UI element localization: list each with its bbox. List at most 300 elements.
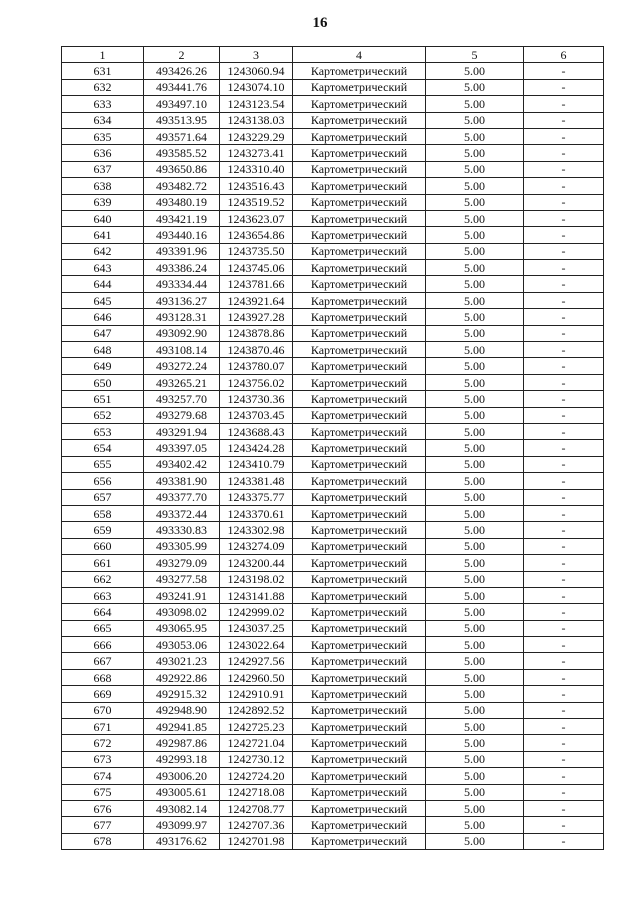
note-cell: - — [524, 194, 604, 210]
method-cell: Картометрический — [293, 96, 426, 112]
y-coordinate-cell: 1243735.50 — [220, 243, 293, 259]
note-cell: - — [524, 358, 604, 374]
method-cell: Картометрический — [293, 276, 426, 292]
accuracy-cell: 5.00 — [426, 276, 524, 292]
note-cell: - — [524, 161, 604, 177]
table-row — [62, 292, 604, 308]
method-cell: Картометрический — [293, 538, 426, 554]
y-coordinate-cell: 1243060.94 — [220, 63, 293, 79]
method-cell: Картометрический — [293, 210, 426, 226]
method-cell: Картометрический — [293, 145, 426, 161]
note-cell: - — [524, 243, 604, 259]
table-row — [62, 112, 604, 128]
point-number-cell: 673 — [62, 751, 144, 767]
y-coordinate-cell: 1243375.77 — [220, 489, 293, 505]
y-coordinate-cell: 1242892.52 — [220, 702, 293, 718]
point-number-cell: 643 — [62, 260, 144, 276]
accuracy-cell: 5.00 — [426, 505, 524, 521]
note-cell: - — [524, 587, 604, 603]
method-cell: Картометрический — [293, 440, 426, 456]
point-number-cell: 670 — [62, 702, 144, 718]
point-number-cell: 653 — [62, 423, 144, 439]
table-row — [62, 587, 604, 603]
point-number-cell: 642 — [62, 243, 144, 259]
point-number-cell: 662 — [62, 571, 144, 587]
column-header-2: 2 — [144, 47, 220, 63]
table-row — [62, 63, 604, 79]
table-row — [62, 423, 604, 439]
method-cell: Картометрический — [293, 637, 426, 653]
table-row — [62, 800, 604, 816]
accuracy-cell: 5.00 — [426, 63, 524, 79]
point-number-cell: 660 — [62, 538, 144, 554]
x-coordinate-cell: 493092.90 — [144, 325, 220, 341]
coordinates-table — [61, 46, 604, 850]
accuracy-cell: 5.00 — [426, 423, 524, 439]
note-cell: - — [524, 653, 604, 669]
x-coordinate-cell: 493005.61 — [144, 784, 220, 800]
x-coordinate-cell: 493265.21 — [144, 374, 220, 390]
y-coordinate-cell: 1243623.07 — [220, 210, 293, 226]
method-cell: Картометрический — [293, 391, 426, 407]
method-cell: Картометрический — [293, 358, 426, 374]
x-coordinate-cell: 493053.06 — [144, 637, 220, 653]
table-body — [62, 63, 604, 850]
note-cell: - — [524, 292, 604, 308]
table-row — [62, 161, 604, 177]
x-coordinate-cell: 493021.23 — [144, 653, 220, 669]
accuracy-cell: 5.00 — [426, 538, 524, 554]
method-cell: Картометрический — [293, 128, 426, 144]
accuracy-cell: 5.00 — [426, 194, 524, 210]
point-number-cell: 667 — [62, 653, 144, 669]
point-number-cell: 647 — [62, 325, 144, 341]
x-coordinate-cell: 493334.44 — [144, 276, 220, 292]
table-row — [62, 407, 604, 423]
y-coordinate-cell: 1242721.04 — [220, 735, 293, 751]
x-coordinate-cell: 493065.95 — [144, 620, 220, 636]
point-number-cell: 677 — [62, 817, 144, 833]
y-coordinate-cell: 1242708.77 — [220, 800, 293, 816]
accuracy-cell: 5.00 — [426, 391, 524, 407]
y-coordinate-cell: 1243703.45 — [220, 407, 293, 423]
x-coordinate-cell: 493136.27 — [144, 292, 220, 308]
point-number-cell: 646 — [62, 309, 144, 325]
accuracy-cell: 5.00 — [426, 735, 524, 751]
point-number-cell: 633 — [62, 96, 144, 112]
x-coordinate-cell: 493381.90 — [144, 473, 220, 489]
note-cell: - — [524, 128, 604, 144]
table-row — [62, 79, 604, 95]
x-coordinate-cell: 493372.44 — [144, 505, 220, 521]
x-coordinate-cell: 492941.85 — [144, 719, 220, 735]
table-row — [62, 768, 604, 784]
method-cell: Картометрический — [293, 407, 426, 423]
table-row — [62, 358, 604, 374]
point-number-cell: 637 — [62, 161, 144, 177]
x-coordinate-cell: 493391.96 — [144, 243, 220, 259]
point-number-cell: 632 — [62, 79, 144, 95]
table-row — [62, 178, 604, 194]
method-cell: Картометрический — [293, 161, 426, 177]
method-cell: Картометрический — [293, 292, 426, 308]
accuracy-cell: 5.00 — [426, 227, 524, 243]
point-number-cell: 635 — [62, 128, 144, 144]
table-row — [62, 309, 604, 325]
note-cell: - — [524, 210, 604, 226]
note-cell: - — [524, 571, 604, 587]
point-number-cell: 656 — [62, 473, 144, 489]
accuracy-cell: 5.00 — [426, 210, 524, 226]
x-coordinate-cell: 493241.91 — [144, 587, 220, 603]
accuracy-cell: 5.00 — [426, 145, 524, 161]
column-header-3: 3 — [220, 47, 293, 63]
point-number-cell: 664 — [62, 604, 144, 620]
point-number-cell: 638 — [62, 178, 144, 194]
method-cell: Картометрический — [293, 653, 426, 669]
accuracy-cell: 5.00 — [426, 571, 524, 587]
method-cell: Картометрический — [293, 571, 426, 587]
x-coordinate-cell: 493397.05 — [144, 440, 220, 456]
point-number-cell: 666 — [62, 637, 144, 653]
note-cell: - — [524, 505, 604, 521]
x-coordinate-cell: 493279.68 — [144, 407, 220, 423]
table-row — [62, 784, 604, 800]
accuracy-cell: 5.00 — [426, 669, 524, 685]
x-coordinate-cell: 493402.42 — [144, 456, 220, 472]
point-number-cell: 655 — [62, 456, 144, 472]
accuracy-cell: 5.00 — [426, 555, 524, 571]
method-cell: Картометрический — [293, 423, 426, 439]
accuracy-cell: 5.00 — [426, 784, 524, 800]
accuracy-cell: 5.00 — [426, 473, 524, 489]
method-cell: Картометрический — [293, 489, 426, 505]
method-cell: Картометрический — [293, 309, 426, 325]
x-coordinate-cell: 493386.24 — [144, 260, 220, 276]
x-coordinate-cell: 493330.83 — [144, 522, 220, 538]
method-cell: Картометрический — [293, 342, 426, 358]
x-coordinate-cell: 493377.70 — [144, 489, 220, 505]
method-cell: Картометрический — [293, 735, 426, 751]
x-coordinate-cell: 493305.99 — [144, 538, 220, 554]
note-cell: - — [524, 817, 604, 833]
method-cell: Картометрический — [293, 817, 426, 833]
x-coordinate-cell: 493426.26 — [144, 63, 220, 79]
table-row — [62, 276, 604, 292]
table-row — [62, 374, 604, 390]
y-coordinate-cell: 1242718.08 — [220, 784, 293, 800]
x-coordinate-cell: 492915.32 — [144, 686, 220, 702]
y-coordinate-cell: 1243756.02 — [220, 374, 293, 390]
point-number-cell: 634 — [62, 112, 144, 128]
point-number-cell: 654 — [62, 440, 144, 456]
point-number-cell: 641 — [62, 227, 144, 243]
column-header-6: 6 — [524, 47, 604, 63]
note-cell: - — [524, 522, 604, 538]
point-number-cell: 644 — [62, 276, 144, 292]
method-cell: Картометрический — [293, 243, 426, 259]
x-coordinate-cell: 493571.64 — [144, 128, 220, 144]
method-cell: Картометрический — [293, 374, 426, 390]
y-coordinate-cell: 1243138.03 — [220, 112, 293, 128]
column-header-5: 5 — [426, 47, 524, 63]
y-coordinate-cell: 1243381.48 — [220, 473, 293, 489]
x-coordinate-cell: 493513.95 — [144, 112, 220, 128]
y-coordinate-cell: 1243654.86 — [220, 227, 293, 243]
note-cell: - — [524, 686, 604, 702]
table-row — [62, 555, 604, 571]
note-cell: - — [524, 63, 604, 79]
table-row — [62, 96, 604, 112]
y-coordinate-cell: 1242960.50 — [220, 669, 293, 685]
x-coordinate-cell: 493291.94 — [144, 423, 220, 439]
table-row — [62, 210, 604, 226]
note-cell: - — [524, 768, 604, 784]
method-cell: Картометрический — [293, 63, 426, 79]
x-coordinate-cell: 493440.16 — [144, 227, 220, 243]
method-cell: Картометрический — [293, 325, 426, 341]
y-coordinate-cell: 1243730.36 — [220, 391, 293, 407]
method-cell: Картометрический — [293, 194, 426, 210]
accuracy-cell: 5.00 — [426, 407, 524, 423]
note-cell: - — [524, 555, 604, 571]
table-row — [62, 637, 604, 653]
method-cell: Картометрический — [293, 505, 426, 521]
table-row — [62, 653, 604, 669]
table-row — [62, 669, 604, 685]
x-coordinate-cell: 493480.19 — [144, 194, 220, 210]
table-row — [62, 194, 604, 210]
x-coordinate-cell: 493082.14 — [144, 800, 220, 816]
y-coordinate-cell: 1242701.98 — [220, 833, 293, 849]
note-cell: - — [524, 374, 604, 390]
point-number-cell: 652 — [62, 407, 144, 423]
y-coordinate-cell: 1243370.61 — [220, 505, 293, 521]
table-row — [62, 620, 604, 636]
note-cell: - — [524, 637, 604, 653]
method-cell: Картометрический — [293, 260, 426, 276]
x-coordinate-cell: 493176.62 — [144, 833, 220, 849]
table-row — [62, 243, 604, 259]
accuracy-cell: 5.00 — [426, 587, 524, 603]
x-coordinate-cell: 492948.90 — [144, 702, 220, 718]
y-coordinate-cell: 1243410.79 — [220, 456, 293, 472]
y-coordinate-cell: 1243781.66 — [220, 276, 293, 292]
method-cell: Картометрический — [293, 751, 426, 767]
table-header — [62, 47, 604, 63]
note-cell: - — [524, 833, 604, 849]
note-cell: - — [524, 702, 604, 718]
x-coordinate-cell: 492987.86 — [144, 735, 220, 751]
point-number-cell: 676 — [62, 800, 144, 816]
method-cell: Картометрический — [293, 784, 426, 800]
method-cell: Картометрический — [293, 227, 426, 243]
point-number-cell: 669 — [62, 686, 144, 702]
method-cell: Картометрический — [293, 456, 426, 472]
method-cell: Картометрический — [293, 555, 426, 571]
accuracy-cell: 5.00 — [426, 686, 524, 702]
x-coordinate-cell: 493098.02 — [144, 604, 220, 620]
y-coordinate-cell: 1242927.56 — [220, 653, 293, 669]
table-row — [62, 440, 604, 456]
point-number-cell: 675 — [62, 784, 144, 800]
accuracy-cell: 5.00 — [426, 440, 524, 456]
note-cell: - — [524, 276, 604, 292]
y-coordinate-cell: 1242999.02 — [220, 604, 293, 620]
accuracy-cell: 5.00 — [426, 112, 524, 128]
point-number-cell: 671 — [62, 719, 144, 735]
note-cell: - — [524, 800, 604, 816]
accuracy-cell: 5.00 — [426, 178, 524, 194]
accuracy-cell: 5.00 — [426, 456, 524, 472]
note-cell: - — [524, 79, 604, 95]
table-row — [62, 227, 604, 243]
x-coordinate-cell: 493650.86 — [144, 161, 220, 177]
y-coordinate-cell: 1243424.28 — [220, 440, 293, 456]
accuracy-cell: 5.00 — [426, 522, 524, 538]
point-number-cell: 672 — [62, 735, 144, 751]
note-cell: - — [524, 178, 604, 194]
column-header-4: 4 — [293, 47, 426, 63]
y-coordinate-cell: 1243022.64 — [220, 637, 293, 653]
note-cell: - — [524, 440, 604, 456]
x-coordinate-cell: 493006.20 — [144, 768, 220, 784]
x-coordinate-cell: 493272.24 — [144, 358, 220, 374]
y-coordinate-cell: 1242730.12 — [220, 751, 293, 767]
y-coordinate-cell: 1243927.28 — [220, 309, 293, 325]
accuracy-cell: 5.00 — [426, 79, 524, 95]
note-cell: - — [524, 423, 604, 439]
accuracy-cell: 5.00 — [426, 489, 524, 505]
method-cell: Картометрический — [293, 833, 426, 849]
accuracy-cell: 5.00 — [426, 637, 524, 653]
x-coordinate-cell: 493421.19 — [144, 210, 220, 226]
point-number-cell: 650 — [62, 374, 144, 390]
accuracy-cell: 5.00 — [426, 128, 524, 144]
note-cell: - — [524, 342, 604, 358]
table-row — [62, 391, 604, 407]
accuracy-cell: 5.00 — [426, 260, 524, 276]
x-coordinate-cell: 493099.97 — [144, 817, 220, 833]
y-coordinate-cell: 1242724.20 — [220, 768, 293, 784]
table-row — [62, 735, 604, 751]
y-coordinate-cell: 1243273.41 — [220, 145, 293, 161]
note-cell: - — [524, 473, 604, 489]
accuracy-cell: 5.00 — [426, 243, 524, 259]
y-coordinate-cell: 1243310.40 — [220, 161, 293, 177]
point-number-cell: 663 — [62, 587, 144, 603]
point-number-cell: 649 — [62, 358, 144, 374]
y-coordinate-cell: 1243688.43 — [220, 423, 293, 439]
table-row — [62, 325, 604, 341]
x-coordinate-cell: 493277.58 — [144, 571, 220, 587]
y-coordinate-cell: 1243878.86 — [220, 325, 293, 341]
point-number-cell: 678 — [62, 833, 144, 849]
table-row — [62, 817, 604, 833]
x-coordinate-cell: 493257.70 — [144, 391, 220, 407]
accuracy-cell: 5.00 — [426, 768, 524, 784]
x-coordinate-cell: 493585.52 — [144, 145, 220, 161]
note-cell: - — [524, 391, 604, 407]
accuracy-cell: 5.00 — [426, 374, 524, 390]
y-coordinate-cell: 1243921.64 — [220, 292, 293, 308]
table-row — [62, 833, 604, 849]
table-row — [62, 522, 604, 538]
y-coordinate-cell: 1243870.46 — [220, 342, 293, 358]
table-row — [62, 128, 604, 144]
y-coordinate-cell: 1243780.07 — [220, 358, 293, 374]
accuracy-cell: 5.00 — [426, 833, 524, 849]
page-number: 16 — [312, 15, 328, 31]
method-cell: Картометрический — [293, 800, 426, 816]
point-number-cell: 640 — [62, 210, 144, 226]
y-coordinate-cell: 1243141.88 — [220, 587, 293, 603]
y-coordinate-cell: 1243274.09 — [220, 538, 293, 554]
point-number-cell: 636 — [62, 145, 144, 161]
table-row — [62, 719, 604, 735]
point-number-cell: 631 — [62, 63, 144, 79]
point-number-cell: 668 — [62, 669, 144, 685]
y-coordinate-cell: 1242725.23 — [220, 719, 293, 735]
y-coordinate-cell: 1243519.52 — [220, 194, 293, 210]
table-row — [62, 145, 604, 161]
point-number-cell: 661 — [62, 555, 144, 571]
y-coordinate-cell: 1243198.02 — [220, 571, 293, 587]
table-row — [62, 686, 604, 702]
accuracy-cell: 5.00 — [426, 96, 524, 112]
accuracy-cell: 5.00 — [426, 342, 524, 358]
note-cell: - — [524, 489, 604, 505]
table-row — [62, 751, 604, 767]
y-coordinate-cell: 1243516.43 — [220, 178, 293, 194]
note-cell: - — [524, 407, 604, 423]
y-coordinate-cell: 1243745.06 — [220, 260, 293, 276]
method-cell: Картометрический — [293, 587, 426, 603]
accuracy-cell: 5.00 — [426, 653, 524, 669]
method-cell: Картометрический — [293, 473, 426, 489]
x-coordinate-cell: 493128.31 — [144, 309, 220, 325]
y-coordinate-cell: 1243229.29 — [220, 128, 293, 144]
note-cell: - — [524, 751, 604, 767]
table-row — [62, 489, 604, 505]
method-cell: Картометрический — [293, 686, 426, 702]
header-row — [62, 47, 604, 63]
accuracy-cell: 5.00 — [426, 817, 524, 833]
table-row — [62, 260, 604, 276]
x-coordinate-cell: 493279.09 — [144, 555, 220, 571]
x-coordinate-cell: 493108.14 — [144, 342, 220, 358]
method-cell: Картометрический — [293, 522, 426, 538]
y-coordinate-cell: 1242707.36 — [220, 817, 293, 833]
note-cell: - — [524, 735, 604, 751]
method-cell: Картометрический — [293, 702, 426, 718]
point-number-cell: 657 — [62, 489, 144, 505]
note-cell: - — [524, 96, 604, 112]
note-cell: - — [524, 112, 604, 128]
accuracy-cell: 5.00 — [426, 751, 524, 767]
y-coordinate-cell: 1243074.10 — [220, 79, 293, 95]
point-number-cell: 674 — [62, 768, 144, 784]
x-coordinate-cell: 492993.18 — [144, 751, 220, 767]
y-coordinate-cell: 1243200.44 — [220, 555, 293, 571]
method-cell: Картометрический — [293, 719, 426, 735]
point-number-cell: 648 — [62, 342, 144, 358]
x-coordinate-cell: 493441.76 — [144, 79, 220, 95]
point-number-cell: 659 — [62, 522, 144, 538]
table-row — [62, 538, 604, 554]
note-cell: - — [524, 719, 604, 735]
method-cell: Картометрический — [293, 604, 426, 620]
